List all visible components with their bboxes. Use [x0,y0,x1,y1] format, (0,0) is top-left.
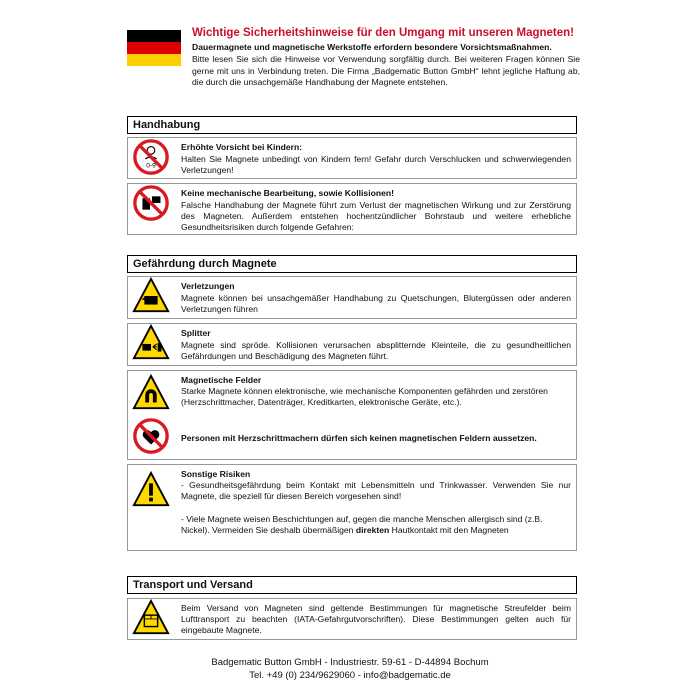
german-flag-icon [127,30,181,66]
item-title: Keine mechanische Bearbeitung, sowie Kollisionen! [181,188,394,198]
item-text: Falsche Handhabung der Magnete führt zum Verlust der magnetischen Wirkung und zur Zerstörung des Magneten. Außerdem entstehen hochentzündlicher Bohrstaub und weitere erhebliche Gesundheitsrisiken durch folgende Gefahren: [181,200,571,233]
footer-contact: Tel. +49 (0) 234/9629060 - info@badgematic.de [249,670,451,681]
section-heading-handling: Handhabung [127,116,577,134]
item-text: - Gesundheitsgefährdung beim Kontakt mit Lebensmitteln und Trinkwasser. Verwenden Sie nur Magnete, die speziell für diesen Bereich vorgesehen sind! [181,480,571,502]
magnetic-field-warning-icon [131,374,171,412]
item-text: Magnete können bei unsachgemäßer Handhabung zu Quetschungen, Blutergüssen oder anderen Verletzungen führen [181,293,571,315]
item-shipping [127,598,577,640]
item-mechanical [127,183,577,235]
footer-address: Badgematic Button GmbH - Industriestr. 59-61 - D-44894 Bochum [211,657,489,668]
item-text: Magnete sind spröde. Kollisionen verursachen absplitternde Kleinteile, die zu gesundheitlichen Gefährdungen und Beschädigung des Magneten führt. [181,340,571,362]
crush-hazard-icon [131,277,171,315]
item-other-risks [127,464,577,551]
item-text: Halten Sie Magnete unbedingt von Kindern fern! Gefahr durch Verschlucken und schwerwiegenden Verletzungen! [181,154,571,176]
section-heading-transport: Transport und Versand [127,576,577,594]
item-title: Splitter [181,328,211,338]
page-subtitle: Dauermagnete und magnetische Werkstoffe erfordern besondere Vorsichtsmaßnahmen. [192,42,552,52]
item-title: Verletzungen [181,281,235,291]
item-fields [127,370,577,460]
no-children-icon [131,138,171,176]
no-machining-icon [131,184,171,222]
general-warning-icon [131,471,171,509]
item-injuries [127,276,577,319]
item-title: Sonstige Risiken [181,469,251,479]
section-heading-danger: Gefährdung durch Magnete [127,255,577,273]
page-title: Wichtige Sicherheitshinweise für den Umgang mit unseren Magneten! [192,27,575,39]
item-title: Magnetische Felder [181,375,262,385]
item-splinters [127,323,577,366]
svg-text:0-9: 0-9 [146,162,156,170]
shipping-warning-icon [131,599,171,637]
no-pacemaker-icon [131,417,171,455]
splinter-hazard-icon [131,324,171,362]
item-text: Beim Versand von Magneten sind geltende Bestimmungen für magnetische Streufelder beim Lufttransport zu beachten (IATA-Gefahrgutvorschriften). Diese Bestimmungen gelten auch für eingebaute Magnete. [181,603,571,636]
allergy-text: - Viele Magnete weisen Beschichtungen auf, gegen die manche Menschen allergisch sind (z.B. Nickel). Vermeiden Sie deshalb übermäßigen direkten Hautkontakt mit den Magneten [181,514,543,536]
item-title: Erhöhte Vorsicht bei Kindern: [181,142,303,152]
item-children [127,137,577,179]
item-text: Starke Magnete können elektronische, wie mechanische Komponenten gefährden und zerstören (Herzschrittmacher, Datenträger, Kreditkarten, elektronische Geräte, etc.). [181,386,548,408]
pacemaker-warning: Personen mit Herzschrittmachern dürfen sich keinen magnetischen Feldern aussetzen. [181,433,537,443]
intro-text: Bitte lesen Sie sich die Hinweise vor Verwendung sorgfältig durch. Bei weiteren Fragen können Sie gerne mit uns in Verbindung treten. Die Firma „Badgematic Button GmbH“ lehnt jegliche Haftung ab, die durch die unsachgemäße Handhabung der Magnete entstehen. [192,54,580,88]
